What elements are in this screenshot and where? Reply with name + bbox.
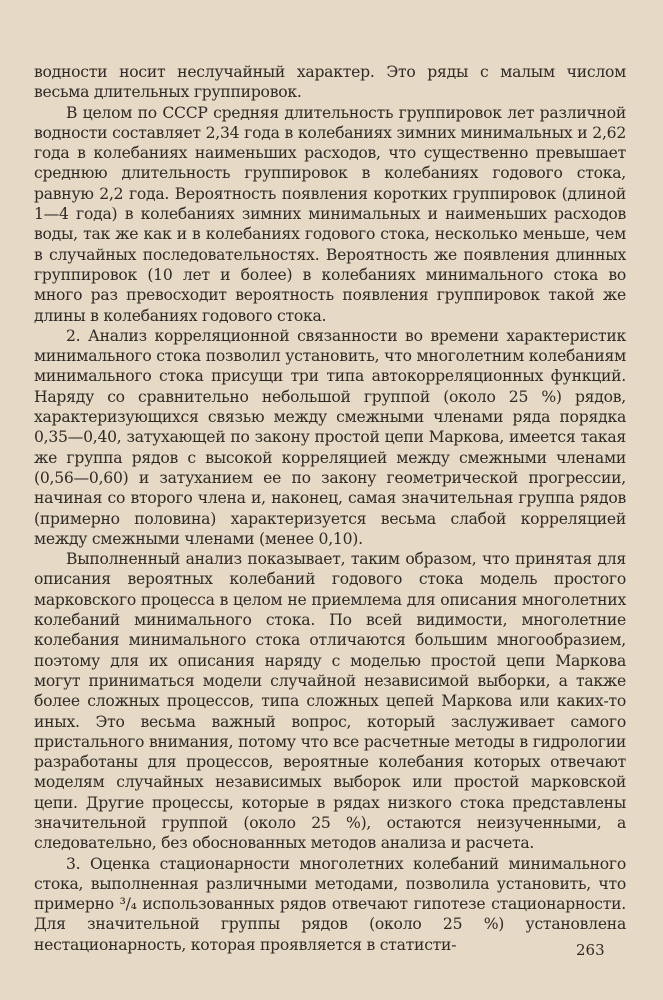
page-number: 263 (576, 941, 605, 959)
body-text (34, 62, 626, 955)
paragraph: В целом по СССР средняя длительность группировок лет различной водности составляет 2,34 года в колебаниях зимних минимальных и 2,62 года в колебаниях наименьших расходов, что существенно превышает среднюю длительность группировок в колебаниях годового стока, равную 2,2 года. Вероятность появления коротких группировок (длиной 1—4 года) в колебаниях зимних минимальных и наименьших расходов воды, так же как и в колебаниях годового стока, несколько меньше, чем в случайных последовательностях. Вероятность же появления длинных группировок (10 лет и более) в колебаниях минимального стока во много раз превосходит вероятность появления группировок такой же длины в колебаниях годового стока. (34, 103, 626, 325)
paragraph: Выполненный анализ показывает, таким образом, что принятая для описания вероятных колебаний годового стока модель простого марковского процесса в целом не приемлема для описания многолетних колебаний минимального стока. По всей видимости, многолетние колебания минимального стока отличаются большим многообразием, поэтому для их описания наряду с моделью простой цепи Маркова могут приниматься модели случайной независимой выборки, а также более сложных процессов, типа сложных цепей Маркова или каких-то иных. Это весьма важный вопрос, который заслуживает самого пристального внимания, потому что все расчетные методы в гидрологии разработаны для процессов, вероятные колебания которых отвечают моделям случайных независимых выборок или простой марковской цепи. Другие процессы, которые в рядах низкого стока представлены значительной группой (около 25 %), остаются неизученными, а следовательно, без обоснованных методов анализа и расчета. (34, 550, 626, 853)
paragraph: 2. Анализ корреляционной связанности во времени характеристик минимального стока позволил установить, что многолетним колебаниям минимального стока присущи три типа автокорреляционных функций. Наряду со сравнительно небольшой группой (около 25 %) рядов, характеризующихся связью между смежными членами ряда порядка 0,35—0,40, затухающей по закону простой цепи Маркова, имеется такая же группа рядов с высокой корреляцией между смежными членами (0,56—0,60) и затуханием ее по закону геометрической прогрессии, начиная со второго члена и, наконец, самая значительная группа рядов (примерно половина) характеризуется весьма слабой корреляцией между смежными членами (менее 0,10). (34, 326, 626, 548)
paragraph-continuation: водности носит неслучайный характер. Это ряды с малым числом весьма длительных группировок. (34, 63, 626, 102)
paragraph: 3. Оценка стационарности многолетних колебаний минимального стока, выполненная различными методами, позволила установить, что примерно ³/₄ использованных рядов отвечают гипотезе стационарности. Для значительной группы рядов (около 25 %) установлена нестационарность, которая проявляется в статисти- (34, 854, 626, 954)
